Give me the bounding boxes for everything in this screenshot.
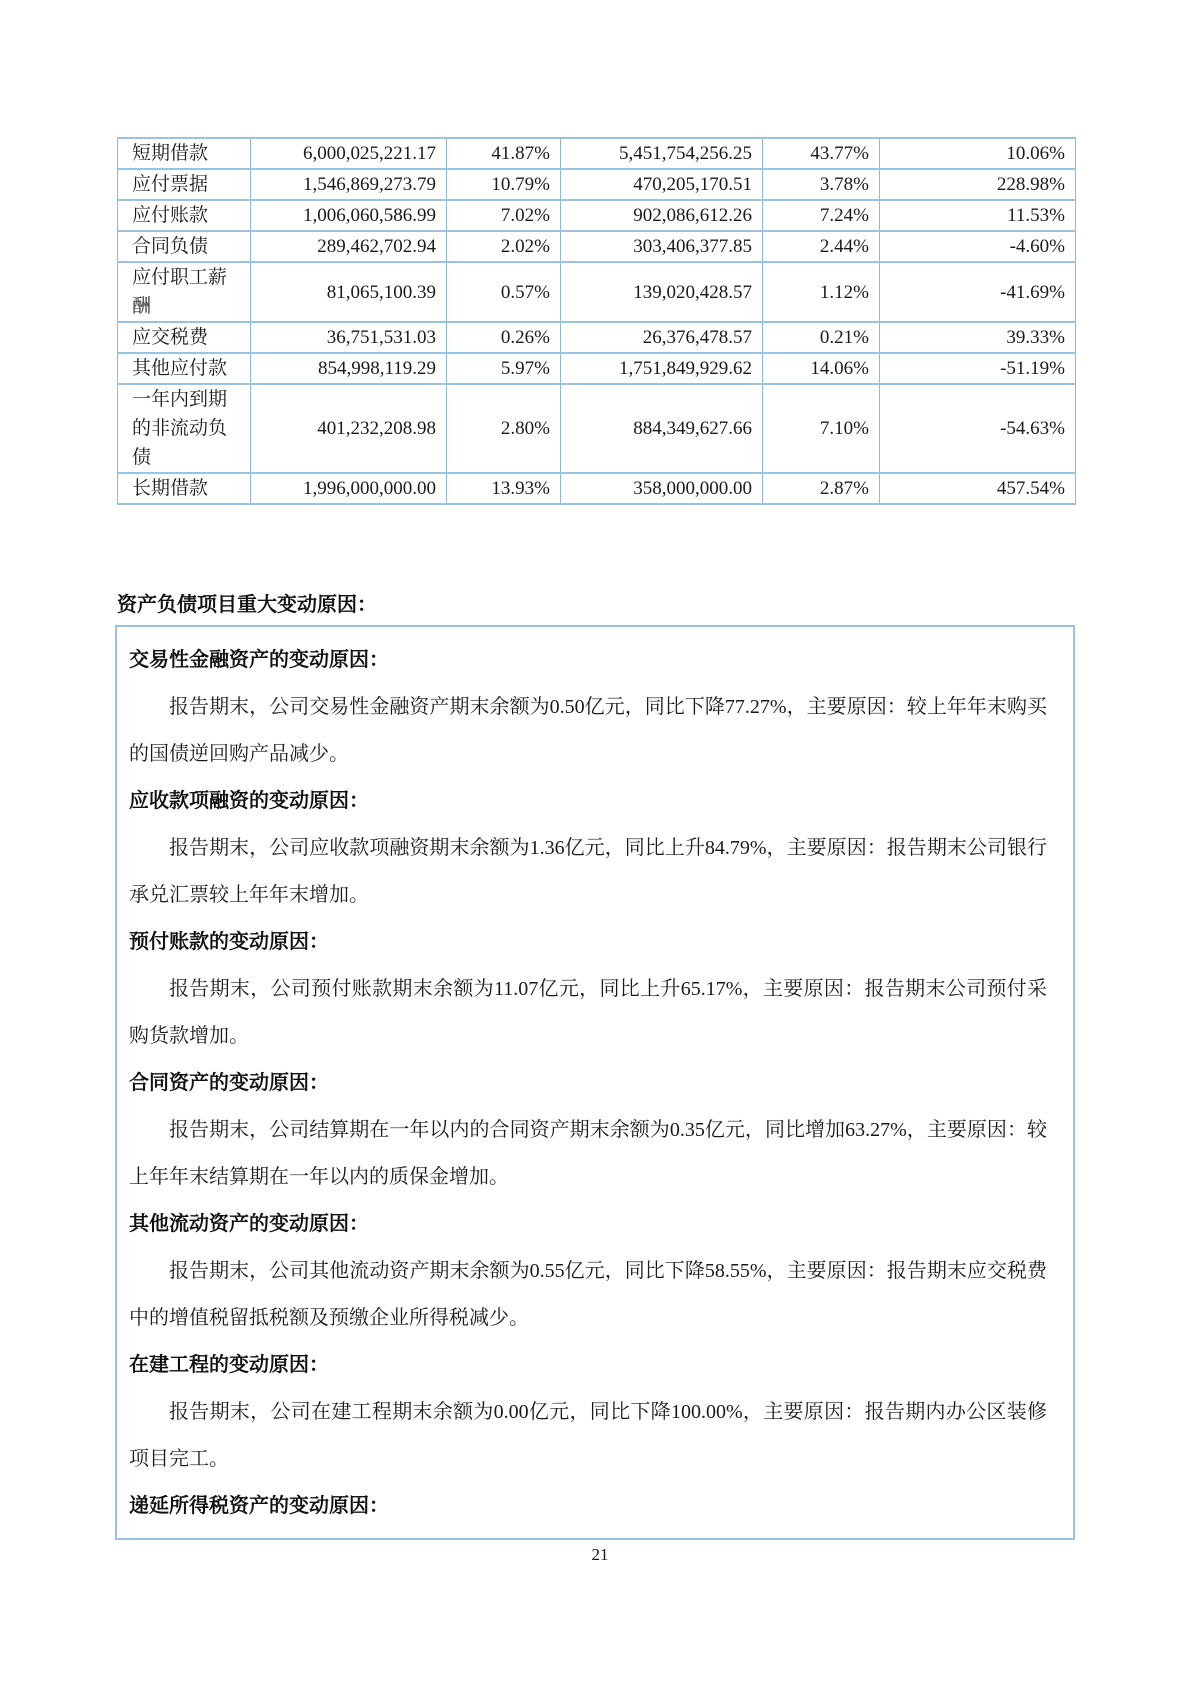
cell-amount-current: 1,546,869,273.79: [251, 169, 447, 200]
table-row: [118, 231, 1076, 262]
cell-pct-prior: 7.10%: [763, 384, 880, 473]
cell-amount-prior: 358,000,000.00: [561, 473, 763, 504]
reason-title: 在建工程的变动原因：: [129, 1354, 329, 1376]
table-row: [118, 169, 1076, 200]
cell-pct-prior: 2.44%: [763, 231, 880, 262]
cell-amount-prior: 139,020,428.57: [561, 262, 763, 322]
reason-body: 报告期末，公司交易性金融资产期末余额为0.50亿元，同比下降77.27%，主要原因：较上年年末购买的国债逆回购产品减少。: [129, 696, 1047, 765]
cell-pct-current: 2.80%: [447, 384, 561, 473]
cell-amount-current: 6,000,025,221.17: [251, 138, 447, 169]
cell-pct-prior: 0.21%: [763, 322, 880, 353]
balance-sheet-items-table: [117, 137, 1076, 505]
reason-body: 报告期末，公司其他流动资产期末余额为0.55亿元，同比下降58.55%，主要原因：报告期末应交税费中的增值税留抵税额及预缴企业所得税减少。: [129, 1260, 1047, 1329]
cell-amount-current: 289,462,702.94: [251, 231, 447, 262]
reason-title: 应收款项融资的变动原因：: [129, 790, 369, 812]
cell-amount-prior: 1,751,849,929.62: [561, 353, 763, 384]
cell-amount-current: 81,065,100.39: [251, 262, 447, 322]
cell-item-label: 应付职工薪酬: [118, 262, 251, 322]
cell-pct-prior: 1.12%: [763, 262, 880, 322]
reason-body: 报告期末，公司预付账款期末余额为11.07亿元，同比上升65.17%，主要原因：报告期末公司预付采购货款增加。: [129, 978, 1047, 1047]
cell-pct-prior: 3.78%: [763, 169, 880, 200]
cell-pct-current: 10.79%: [447, 169, 561, 200]
reason-title: 交易性金融资产的变动原因：: [129, 649, 389, 671]
cell-pct-current: 41.87%: [447, 138, 561, 169]
cell-amount-prior: 884,349,627.66: [561, 384, 763, 473]
cell-pct-current: 13.93%: [447, 473, 561, 504]
reason-title: 合同资产的变动原因：: [129, 1072, 329, 1094]
cell-change-pct: -41.69%: [880, 262, 1076, 322]
cell-amount-prior: 26,376,478.57: [561, 322, 763, 353]
cell-change-pct: -4.60%: [880, 231, 1076, 262]
reason-title: 预付账款的变动原因：: [129, 931, 329, 953]
cell-pct-current: 2.02%: [447, 231, 561, 262]
cell-change-pct: 11.53%: [880, 200, 1076, 231]
reason-body: 报告期末，公司在建工程期末余额为0.00亿元，同比下降100.00%，主要原因：报告期内办公区装修项目完工。: [129, 1401, 1047, 1470]
cell-amount-prior: 902,086,612.26: [561, 200, 763, 231]
cell-amount-prior: 5,451,754,256.25: [561, 138, 763, 169]
cell-item-label: 一年内到期的非流动负债: [118, 384, 251, 473]
table-row: [118, 353, 1076, 384]
change-reasons-box: [115, 625, 1075, 1540]
section-heading: 资产负债项目重大变动原因：: [117, 594, 377, 616]
table-row: [118, 322, 1076, 353]
table-row: [118, 138, 1076, 169]
cell-pct-prior: 7.24%: [763, 200, 880, 231]
cell-pct-current: 0.57%: [447, 262, 561, 322]
cell-item-label: 应交税费: [118, 322, 251, 353]
cell-item-label: 其他应付款: [118, 353, 251, 384]
cell-pct-current: 5.97%: [447, 353, 561, 384]
reason-title: 其他流动资产的变动原因：: [129, 1213, 369, 1235]
cell-item-label: 应付票据: [118, 169, 251, 200]
cell-item-label: 长期借款: [118, 473, 251, 504]
cell-pct-current: 0.26%: [447, 322, 561, 353]
cell-item-label: 合同负债: [118, 231, 251, 262]
cell-change-pct: 10.06%: [880, 138, 1076, 169]
table-row: [118, 473, 1076, 504]
cell-pct-prior: 14.06%: [763, 353, 880, 384]
cell-amount-current: 36,751,531.03: [251, 322, 447, 353]
cell-change-pct: 457.54%: [880, 473, 1076, 504]
cell-item-label: 短期借款: [118, 138, 251, 169]
table-row: [118, 384, 1076, 473]
cell-pct-prior: 43.77%: [763, 138, 880, 169]
page-number: 21: [591, 1545, 609, 1564]
cell-amount-current: 854,998,119.29: [251, 353, 447, 384]
cell-item-label: 应付账款: [118, 200, 251, 231]
reason-body: 报告期末，公司应收款项融资期末余额为1.36亿元，同比上升84.79%，主要原因：报告期末公司银行承兑汇票较上年年末增加。: [129, 837, 1047, 906]
cell-pct-prior: 2.87%: [763, 473, 880, 504]
cell-amount-prior: 470,205,170.51: [561, 169, 763, 200]
cell-change-pct: 228.98%: [880, 169, 1076, 200]
cell-amount-current: 1,996,000,000.00: [251, 473, 447, 504]
cell-change-pct: -51.19%: [880, 353, 1076, 384]
cell-pct-current: 7.02%: [447, 200, 561, 231]
table-row: [118, 200, 1076, 231]
reason-title: 递延所得税资产的变动原因：: [129, 1495, 389, 1517]
table-row: [118, 262, 1076, 322]
cell-amount-current: 1,006,060,586.99: [251, 200, 447, 231]
cell-change-pct: 39.33%: [880, 322, 1076, 353]
cell-amount-current: 401,232,208.98: [251, 384, 447, 473]
cell-amount-prior: 303,406,377.85: [561, 231, 763, 262]
cell-change-pct: -54.63%: [880, 384, 1076, 473]
reason-body: 报告期末，公司结算期在一年以内的合同资产期末余额为0.35亿元，同比增加63.27%，主要原因：较上年年末结算期在一年以内的质保金增加。: [129, 1119, 1047, 1188]
